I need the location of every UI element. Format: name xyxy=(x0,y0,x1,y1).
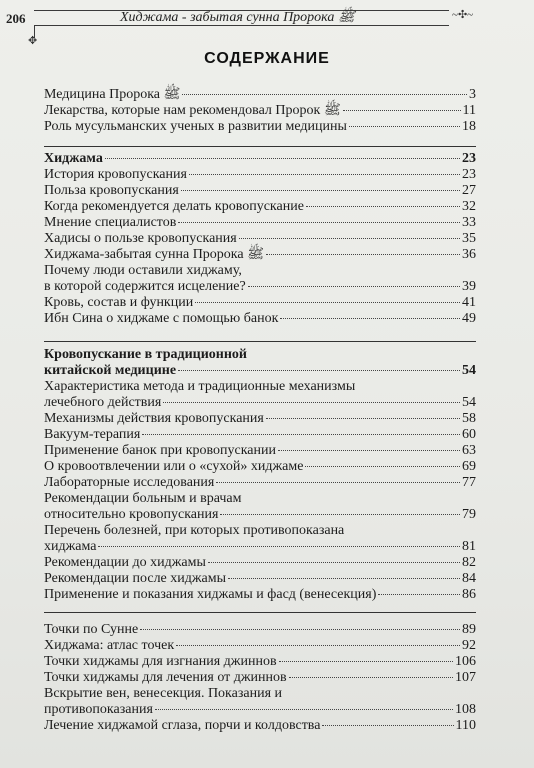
toc-entry-title: Рекомендации после хиджамы xyxy=(44,571,227,586)
toc-entry-title: противопоказания xyxy=(44,702,153,717)
toc-entry-title: Лечение хиджамой сглаза, порчи и колдовства xyxy=(44,718,321,733)
toc-entry[interactable] xyxy=(44,571,476,587)
dot-leader xyxy=(220,514,460,515)
toc-entry[interactable] xyxy=(44,555,476,571)
toc-entry[interactable] xyxy=(44,295,476,311)
toc-entry-title: Кровь, состав и функции xyxy=(44,295,194,310)
toc-entry-title: Медицина Пророка ﷺ xyxy=(44,87,181,102)
toc-entry-title: Применение банок при кровопускании xyxy=(44,443,276,458)
toc-entry[interactable] xyxy=(44,231,476,247)
dot-leader xyxy=(182,94,467,95)
toc-entry[interactable] xyxy=(44,638,476,654)
toc-entry-title: Роль мусульманских ученых в развитии медицины xyxy=(44,119,347,134)
running-title: Хиджама - забытая сунна Пророка ﷺ xyxy=(120,10,355,25)
dot-leader xyxy=(140,629,460,630)
dot-leader xyxy=(105,158,460,159)
dot-leader xyxy=(248,286,460,287)
toc-entry[interactable] xyxy=(44,411,476,427)
toc-entry-title: Точки хиджамы для лечения от джиннов xyxy=(44,670,287,685)
toc-entry[interactable] xyxy=(44,103,476,119)
toc-entry-title: в которой содержится исцеление? xyxy=(44,279,246,294)
page-number: 206 xyxy=(6,11,26,26)
toc-page-number: 92 xyxy=(462,638,476,653)
toc-entry[interactable] xyxy=(44,183,476,199)
section-divider xyxy=(44,612,476,613)
toc-entry-title: Лекарства, которые нам рекомендовал Пророк ﷺ xyxy=(44,103,341,118)
toc-page-number: 84 xyxy=(462,571,476,586)
toc-entry[interactable] xyxy=(44,263,476,295)
toc-page-number: 63 xyxy=(462,443,476,458)
toc-entry-title: Когда рекомендуется делать кровопускание xyxy=(44,199,304,214)
toc-entry[interactable] xyxy=(44,347,476,379)
section-divider xyxy=(44,146,476,147)
toc-entry[interactable] xyxy=(44,215,476,231)
toc-page-number: 33 xyxy=(462,215,476,230)
toc-entry-title: О кровоотвлечении или о «сухой» хиджаме xyxy=(44,459,304,474)
toc-entry-title: Рекомендации до хиджамы xyxy=(44,555,206,570)
toc-entry[interactable] xyxy=(44,587,476,603)
toc-entry[interactable] xyxy=(44,87,476,103)
page-header xyxy=(0,0,534,26)
toc-entry-title: китайской медицине xyxy=(44,363,177,378)
dot-leader xyxy=(163,402,460,403)
toc-entry-title: Вакуум-терапия xyxy=(44,427,141,442)
dot-leader xyxy=(280,318,460,319)
dot-leader xyxy=(378,594,460,595)
toc-entry-title: относительно кровопускания xyxy=(44,507,219,522)
dot-leader xyxy=(178,370,460,371)
toc-entry[interactable] xyxy=(44,654,476,670)
toc-entry-title: Хиджама-забытая сунна Пророка ﷺ xyxy=(44,247,265,262)
toc-entry[interactable] xyxy=(44,622,476,638)
toc-entry-title-line: Характеристика метода и традиционные механизмы xyxy=(44,379,356,394)
dot-leader xyxy=(239,238,460,239)
dot-leader xyxy=(278,450,460,451)
toc-page-number: 60 xyxy=(462,427,476,442)
toc-entry-title: Механизмы действия кровопускания xyxy=(44,411,264,426)
toc-page-number: 77 xyxy=(462,475,476,490)
toc-page-number: 27 xyxy=(462,183,476,198)
ornament-icon: ~✣~ xyxy=(452,9,474,21)
toc-page-number: 41 xyxy=(462,295,476,310)
toc-entry[interactable] xyxy=(44,718,476,734)
toc-page-number: 81 xyxy=(462,539,476,554)
toc-entry[interactable] xyxy=(44,167,476,183)
toc-page-number: 108 xyxy=(455,702,476,717)
dot-leader xyxy=(279,661,453,662)
dot-leader xyxy=(189,174,460,175)
toc-page-number: 32 xyxy=(462,199,476,214)
toc-entry-title: Точки хиджамы для изгнания джиннов xyxy=(44,654,277,669)
dot-leader xyxy=(306,206,460,207)
dot-leader xyxy=(343,110,461,111)
toc-entry-title: лечебного действия xyxy=(44,395,162,410)
toc-page-number: 23 xyxy=(462,167,476,182)
toc-entry-title: Хиджама xyxy=(44,151,103,166)
toc-page-number: 107 xyxy=(455,670,476,685)
toc-entry[interactable] xyxy=(44,686,476,718)
dot-leader xyxy=(208,562,460,563)
section-divider xyxy=(44,341,476,342)
toc-page-number: 54 xyxy=(462,363,476,378)
dot-leader xyxy=(266,254,460,255)
toc-page-number: 39 xyxy=(462,279,476,294)
toc-entry-title: Мнение специалистов xyxy=(44,215,177,230)
toc-page-number: 36 xyxy=(462,247,476,262)
toc-page-number: 106 xyxy=(455,654,476,669)
dot-leader xyxy=(266,418,460,419)
toc-entry-title: Применение и показания хиджамы и фасд (венесекция) xyxy=(44,587,377,602)
dot-leader xyxy=(176,645,460,646)
toc-entry[interactable] xyxy=(44,459,476,475)
dot-leader xyxy=(216,482,460,483)
toc-entry-title: Точки по Сунне xyxy=(44,622,139,637)
toc-entry[interactable] xyxy=(44,311,476,327)
toc-page-number: 79 xyxy=(462,507,476,522)
toc-entry[interactable] xyxy=(44,247,476,263)
toc-page-number: 58 xyxy=(462,411,476,426)
dot-leader xyxy=(289,677,453,678)
toc-page-number: 54 xyxy=(462,395,476,410)
toc-entry[interactable] xyxy=(44,475,476,491)
dot-leader xyxy=(305,466,460,467)
dot-leader xyxy=(228,578,460,579)
toc-title: СОДЕРЖАНИЕ xyxy=(204,50,330,67)
toc-entry-title: История кровопускания xyxy=(44,167,187,182)
dot-leader xyxy=(349,126,460,127)
fleuron-icon: ✥ xyxy=(28,35,38,47)
toc-entry-title-line: Кровопускание в традиционной xyxy=(44,347,247,362)
dot-leader xyxy=(142,434,460,435)
toc-entry[interactable] xyxy=(44,670,476,686)
toc-page-number: 23 xyxy=(462,151,476,166)
toc-page-number: 49 xyxy=(462,311,476,326)
toc-page-number: 89 xyxy=(462,622,476,637)
toc-entry[interactable] xyxy=(44,119,476,135)
toc-page-number: 18 xyxy=(462,119,476,134)
toc-entry-title-line: Перечень болезней, при которых противопоказана xyxy=(44,523,345,538)
toc-entry-title-line: Почему люди оставили хиджаму, xyxy=(44,263,242,278)
toc-entry[interactable] xyxy=(44,199,476,215)
toc-entry-title: Хадисы о пользе кровопускания xyxy=(44,231,237,246)
toc-page-number: 110 xyxy=(455,718,476,733)
toc-entry[interactable] xyxy=(44,379,476,411)
toc-entry-title: Хиджама: атлас точек xyxy=(44,638,175,653)
toc-entry-title-line: Вскрытие вен, венесекция. Показания и xyxy=(44,686,283,701)
toc-entry-title-line: Рекомендации больным и врачам xyxy=(44,491,242,506)
dot-leader xyxy=(322,725,453,726)
toc-entry-title: Лабораторные исследования xyxy=(44,475,215,490)
toc-entry[interactable] xyxy=(44,523,476,555)
dot-leader xyxy=(181,190,460,191)
toc-page-number: 3 xyxy=(469,87,476,102)
toc-page-number: 86 xyxy=(462,587,476,602)
toc-entry[interactable] xyxy=(44,491,476,523)
dot-leader xyxy=(195,302,460,303)
toc-page-number: 35 xyxy=(462,231,476,246)
dot-leader xyxy=(155,709,453,710)
toc-entry-title: Польза кровопускания xyxy=(44,183,179,198)
toc-page-number: 11 xyxy=(462,103,476,118)
toc-entry[interactable] xyxy=(44,151,476,167)
toc-page-number: 82 xyxy=(462,555,476,570)
dot-leader xyxy=(178,222,460,223)
toc-entry[interactable] xyxy=(44,443,476,459)
toc-page-number: 69 xyxy=(462,459,476,474)
toc-entry-title: хиджама xyxy=(44,539,97,554)
dot-leader xyxy=(98,546,460,547)
toc-entry-title: Ибн Сина о хиджаме с помощью банок xyxy=(44,311,279,326)
toc-entry[interactable] xyxy=(44,427,476,443)
